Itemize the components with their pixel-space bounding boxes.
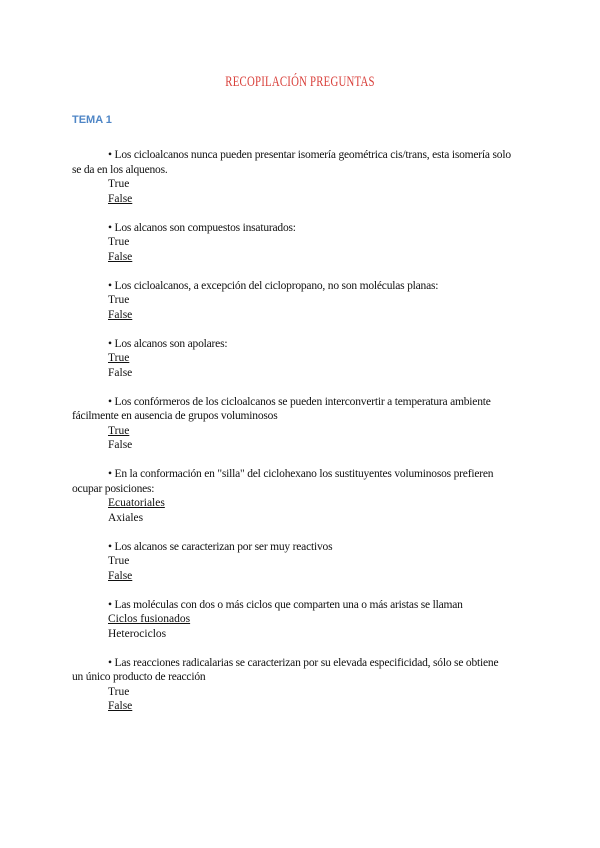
question-item xyxy=(72,221,512,265)
question-list xyxy=(72,148,512,728)
question-item xyxy=(72,656,512,714)
answer-option-correct: False xyxy=(108,250,133,263)
answer-option: Heterociclos xyxy=(108,627,167,640)
question-item xyxy=(72,540,512,584)
answer-option: True xyxy=(108,685,130,698)
answer-option-correct: False xyxy=(108,700,133,712)
question-text: • Las reacciones radicalarias se caracterizan por su elevada especificidad, sólo se obtiene un único producto de reacción xyxy=(72,656,499,683)
question-text: • En la conformación en "silla" del ciclohexano los sustituyentes voluminosos prefieren ocupar posiciones: xyxy=(72,468,494,495)
question-text: • Los alcanos son apolares: xyxy=(108,337,228,350)
question-text: • Los cicloalcanos nunca pueden presentar isomería geométrica cis/trans, esta isomería solo se da en los alquenos. xyxy=(72,149,511,176)
question-item xyxy=(72,148,512,206)
question-text: • Los cicloalcanos, a excepción del ciclopropano, no son moléculas planas: xyxy=(108,279,439,292)
answer-option: True xyxy=(108,236,130,248)
answer-option-correct: True xyxy=(108,352,130,364)
question-item xyxy=(72,598,512,642)
answer-option-correct: True xyxy=(108,424,130,437)
answer-option-correct: False xyxy=(108,308,133,321)
question-item xyxy=(72,279,512,323)
answer-option-correct: Ciclos fusionados xyxy=(108,613,191,625)
question-text: • Los confórmeros de los cicloalcanos se pueden interconvertir a temperatura ambiente fácilmente en ausencia de grupos voluminosos xyxy=(72,395,491,422)
answer-option: Axiales xyxy=(108,511,144,524)
section-heading: TEMA 1 xyxy=(72,114,112,126)
question-item xyxy=(72,395,512,453)
answer-option: False xyxy=(108,439,133,451)
answer-option: False xyxy=(108,366,133,379)
answer-option-correct: Ecuatoriales xyxy=(108,497,165,509)
answer-option-correct: False xyxy=(108,569,133,582)
answer-option-correct: False xyxy=(108,192,133,205)
question-text: • Los alcanos se caracterizan por ser muy reactivos xyxy=(108,540,333,553)
page-title: RECOPILACIÓN PREGUNTAS xyxy=(225,74,375,90)
question-item xyxy=(72,467,512,525)
question-item xyxy=(72,337,512,381)
answer-option: True xyxy=(108,555,130,567)
answer-option: True xyxy=(108,178,130,190)
question-text: • Las moléculas con dos o más ciclos que comparten una o más aristas se llaman xyxy=(108,598,463,611)
answer-option: True xyxy=(108,294,130,306)
question-text: • Los alcanos son compuestos insaturados: xyxy=(108,221,296,234)
